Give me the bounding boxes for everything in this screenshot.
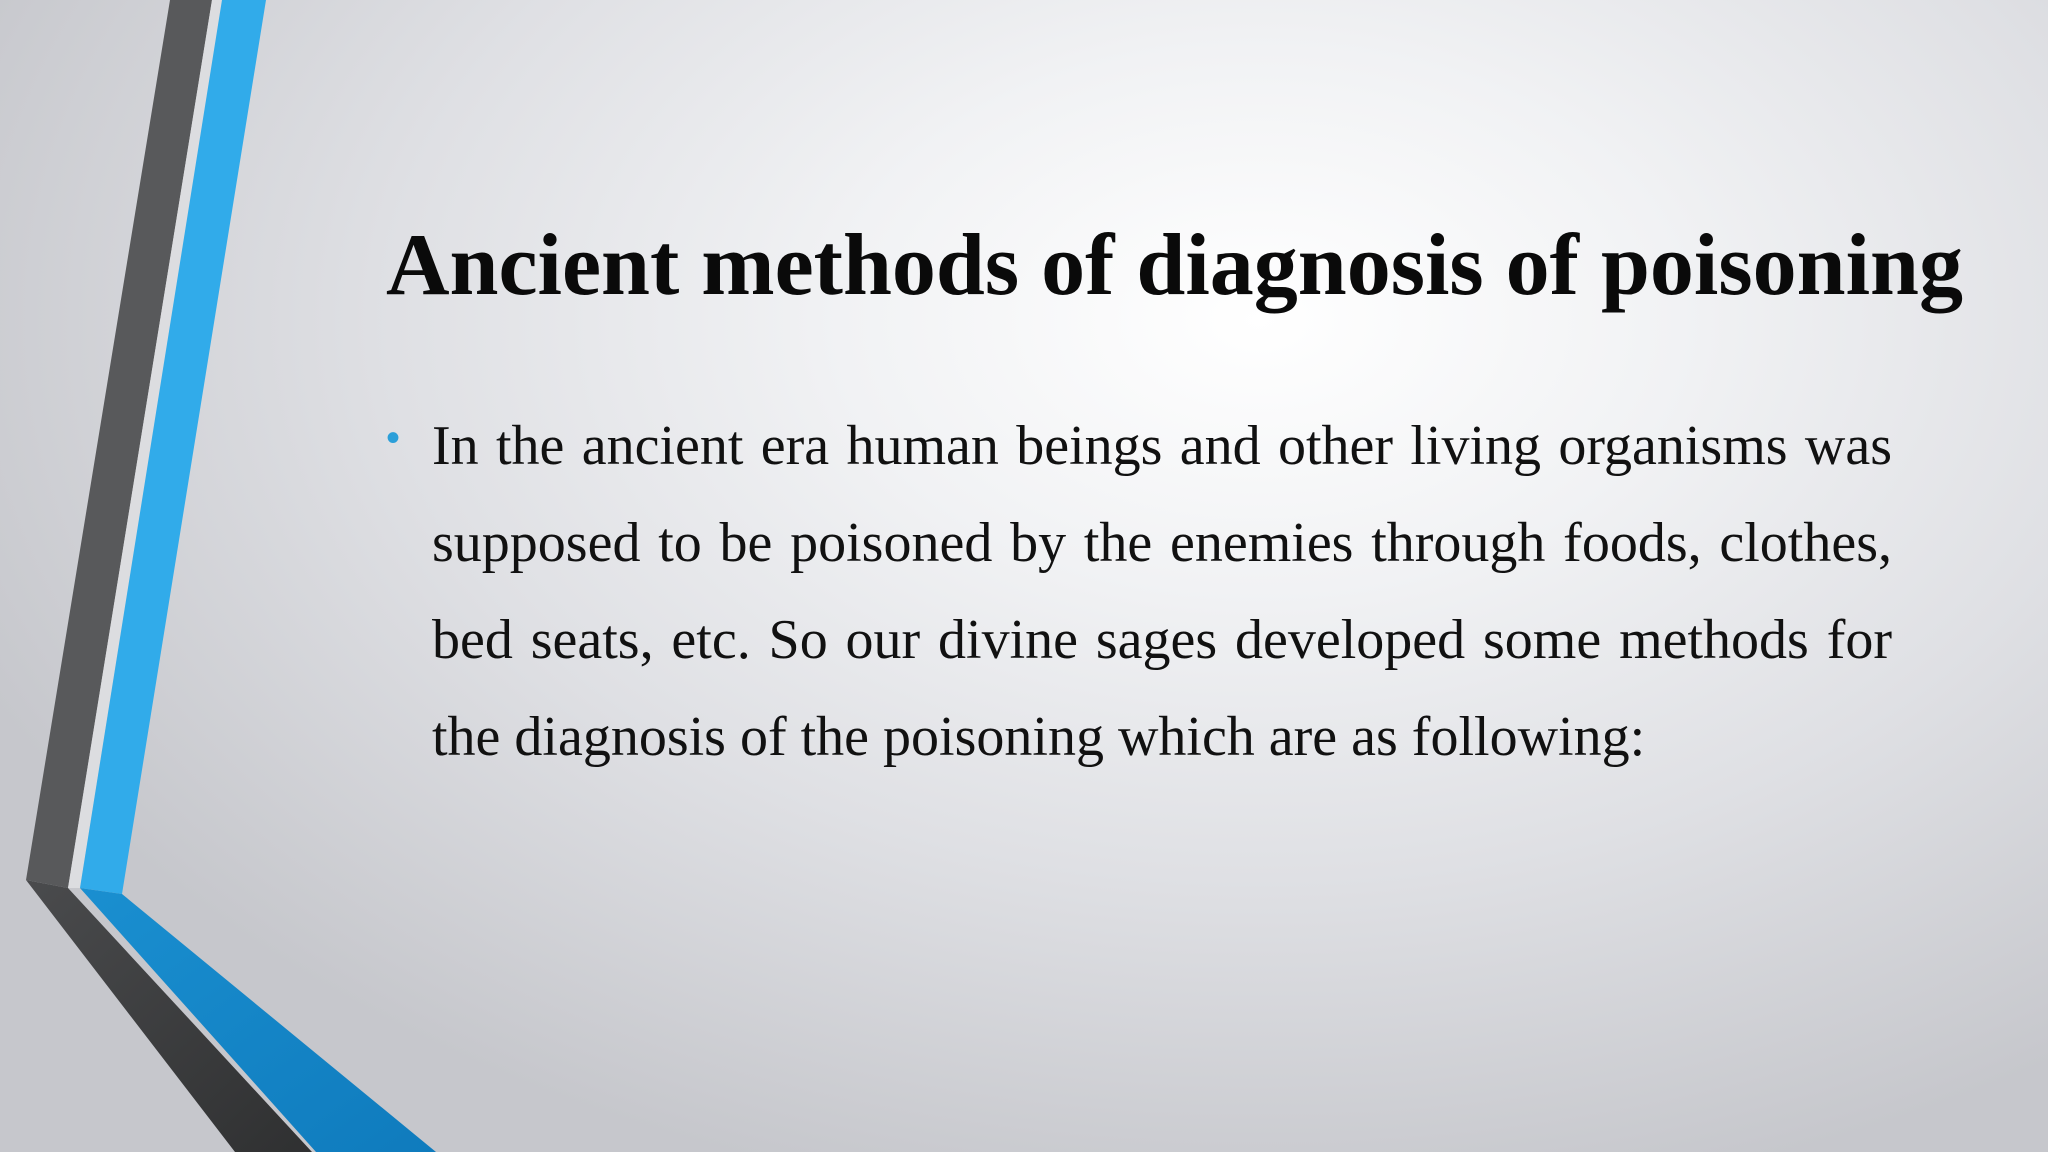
bullet-dot-icon: •	[386, 416, 401, 460]
bullet-text: In the ancient era human beings and other living organisms was supposed to be poisoned by the enemies through foods, clothes, bed seats, etc. So our divine sages developed some methods for the diagnosis of the poisoning which are as following:	[432, 415, 1892, 768]
slide-title: Ancient methods of diagnosis of poisoning	[386, 217, 1963, 314]
light-separator	[68, 0, 222, 888]
bullet-item	[386, 398, 1892, 786]
bullet-list	[386, 398, 1892, 786]
